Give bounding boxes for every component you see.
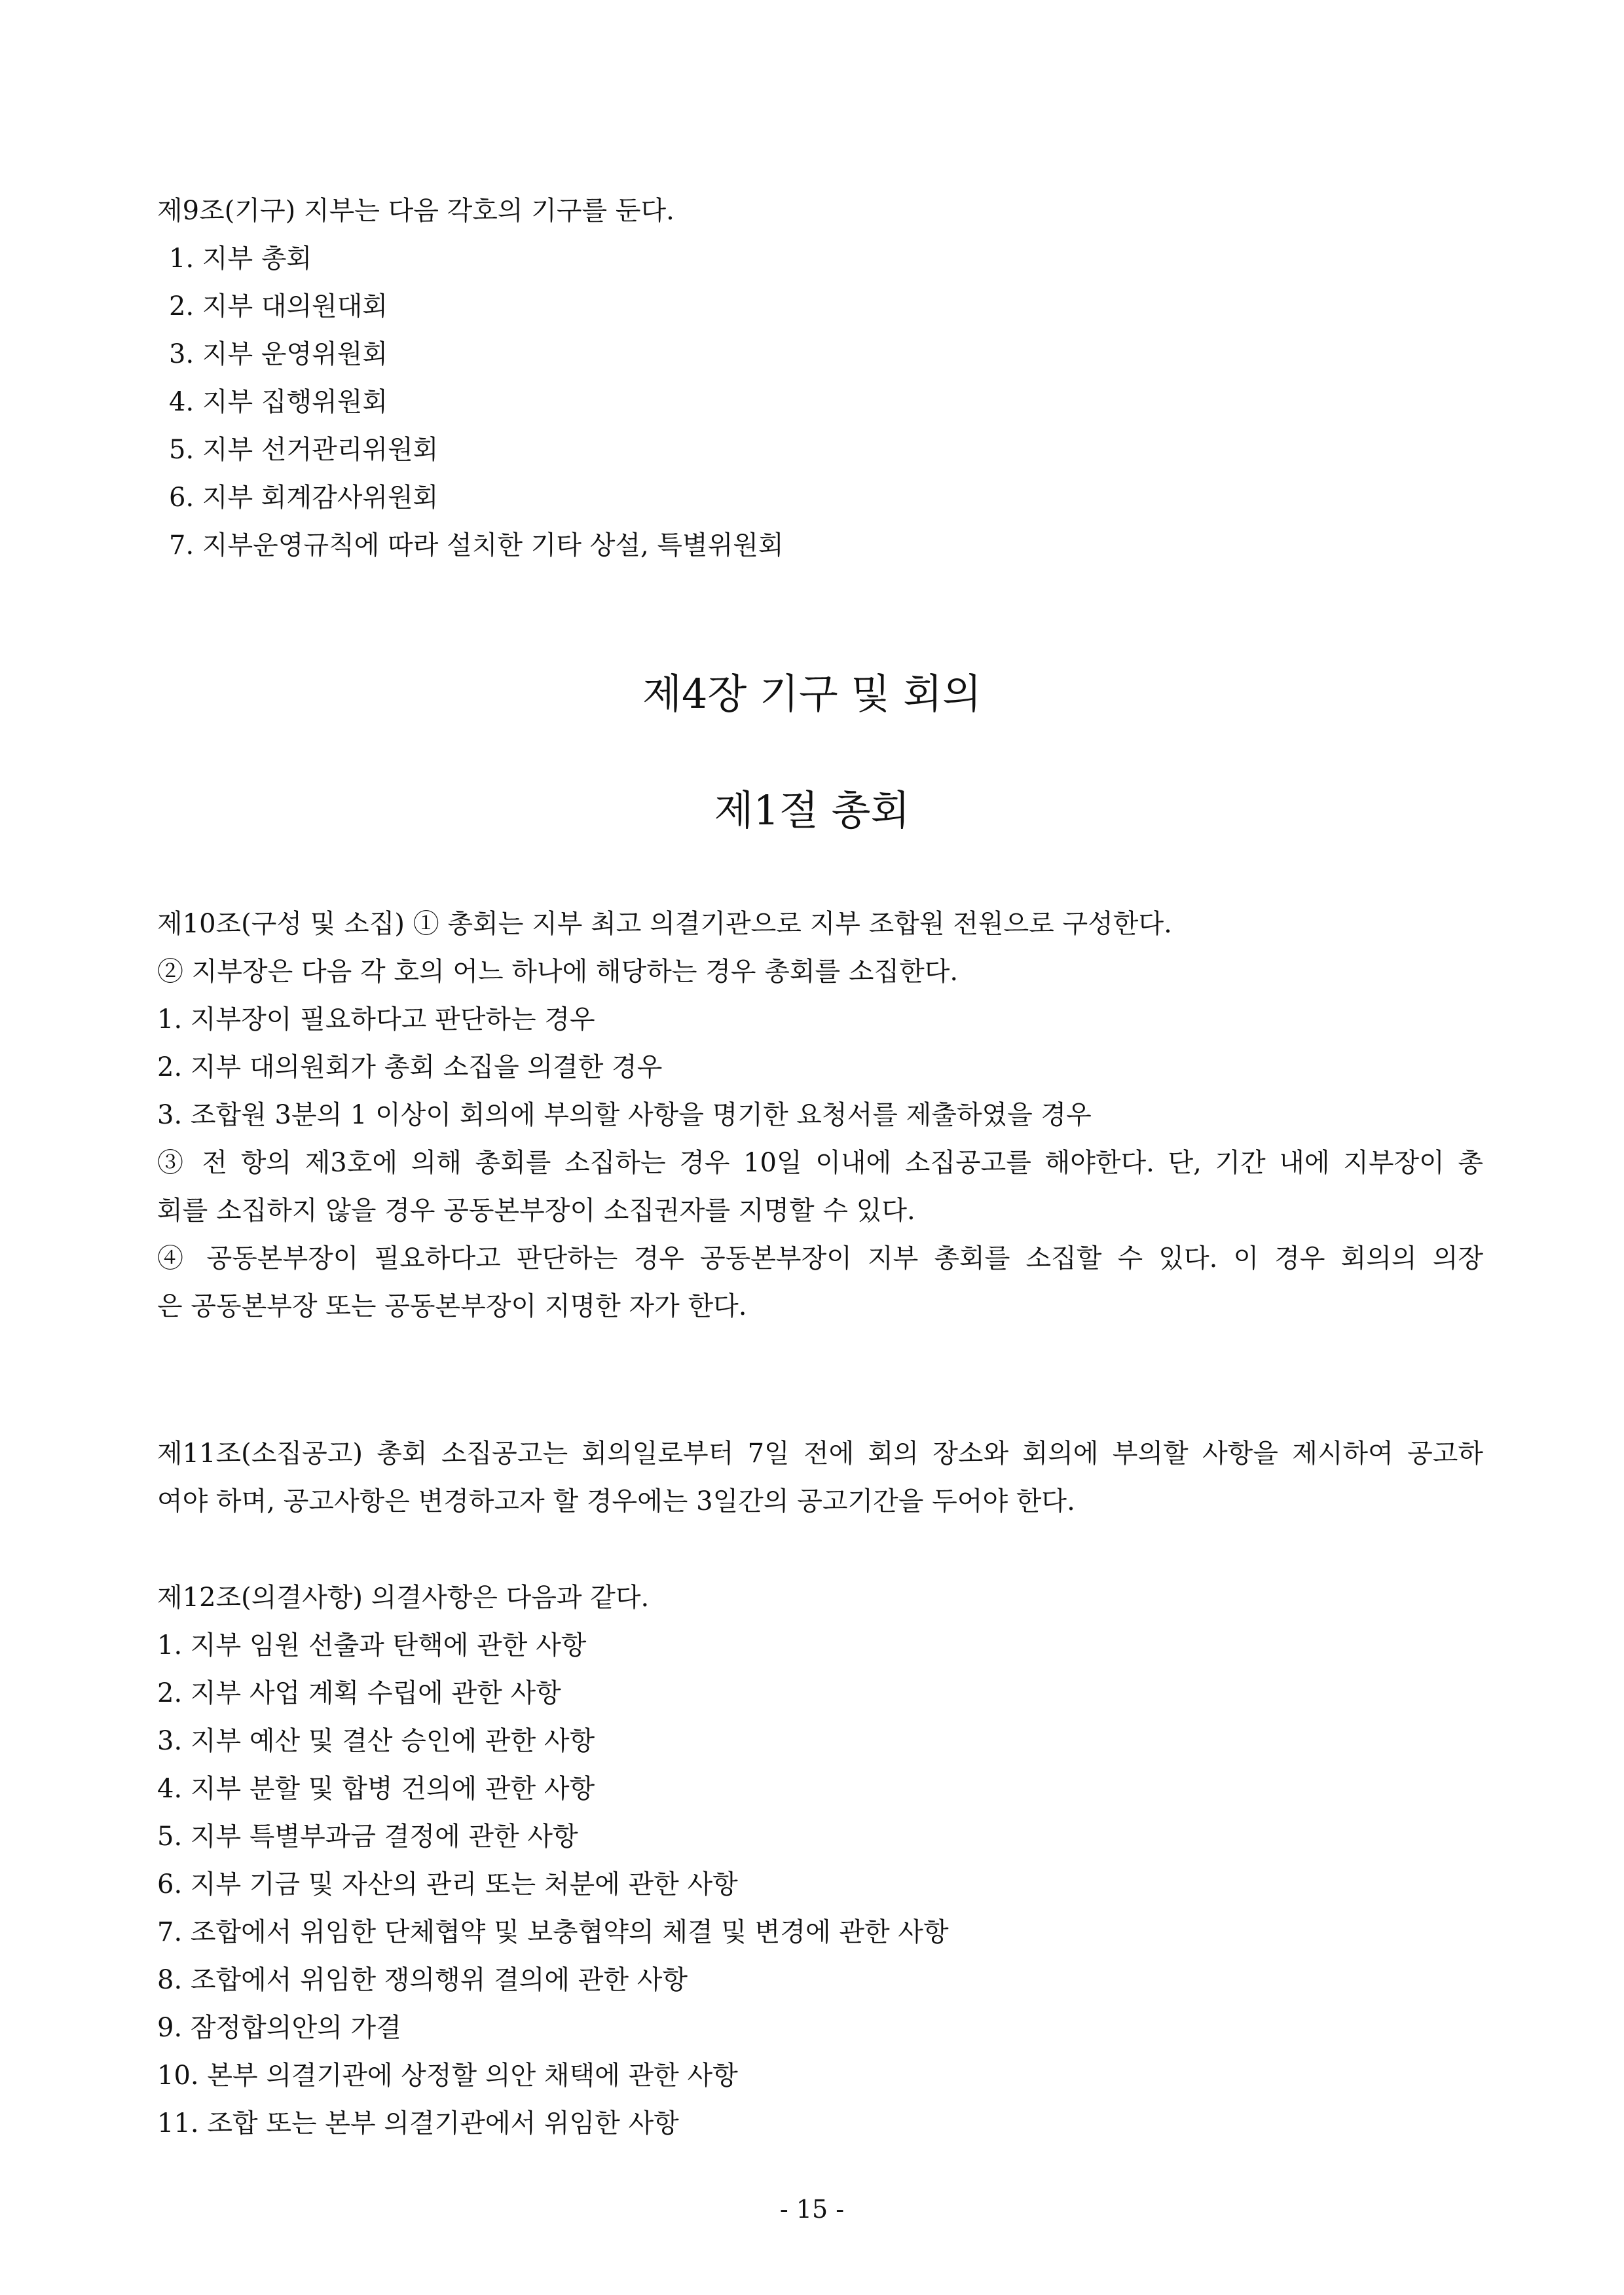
article-12-item: 8. 조합에서 위임한 쟁의행위 결의에 관한 사항 bbox=[157, 1965, 688, 1995]
article-10-line: 제10조(구성 및 소집) ① 총회는 지부 최고 의결기관으로 지부 조합원 전원으로 구성한다. bbox=[157, 909, 1172, 939]
article-10-item: 2. 지부 대의원회가 총회 소집을 의결한 경우 bbox=[157, 1052, 663, 1082]
article-12-item: 3. 지부 예산 및 결산 승인에 관한 사항 bbox=[157, 1726, 595, 1756]
article-11-line: 여야 하며, 공고사항은 변경하고자 할 경우에는 3일간의 공고기간을 두어야 한다. bbox=[157, 1486, 1075, 1516]
article-9-item: 2. 지부 대의원대회 bbox=[169, 291, 388, 321]
article-9-item: 4. 지부 집행위원회 bbox=[169, 387, 388, 417]
article-12-item: 9. 잠정합의안의 가결 bbox=[157, 2013, 401, 2043]
article-12-item: 11. 조합 또는 본부 의결기관에서 위임한 사항 bbox=[157, 2108, 679, 2139]
article-10-item: 1. 지부장이 필요하다고 판단하는 경우 bbox=[157, 1004, 595, 1035]
article-10-paragraph-4-cont: 은 공동본부장 또는 공동본부장이 지명한 자가 한다. bbox=[157, 1291, 747, 1321]
article-11-line: 제11조(소집공고) 총회 소집공고는 회의일로부터 7일 전에 회의 장소와 회의에 부의할 사항을 제시하여 공고하 bbox=[157, 1439, 1483, 1469]
article-10-paragraph-3-cont: 회를 소집하지 않을 경우 공동본부장이 소집권자를 지명할 수 있다. bbox=[157, 1196, 915, 1226]
section-title: 제1절 총회 bbox=[714, 786, 910, 834]
chapter-title: 제4장 기구 및 회의 bbox=[642, 670, 982, 718]
article-9-item: 7. 지부운영규칙에 따라 설치한 기타 상설, 특별위원회 bbox=[169, 530, 784, 560]
article-9-title: 제9조(기구) 지부는 다음 각호의 기구를 둔다. bbox=[157, 196, 674, 226]
article-12-item: 6. 지부 기금 및 자산의 관리 또는 처분에 관한 사항 bbox=[157, 1869, 738, 1900]
article-10-line: ② 지부장은 다음 각 호의 어느 하나에 해당하는 경우 총회를 소집한다. bbox=[157, 957, 959, 987]
article-12-item: 10. 본부 의결기관에 상정할 의안 채택에 관한 사항 bbox=[157, 2061, 738, 2091]
article-12-item: 5. 지부 특별부과금 결정에 관한 사항 bbox=[157, 1822, 578, 1852]
article-12-item: 1. 지부 임원 선출과 탄핵에 관한 사항 bbox=[157, 1630, 587, 1661]
article-12-item: 2. 지부 사업 계획 수립에 관한 사항 bbox=[157, 1678, 561, 1708]
article-12-item: 7. 조합에서 위임한 단체협약 및 보충협약의 체결 및 변경에 관한 사항 bbox=[157, 1917, 949, 1947]
article-9-item: 5. 지부 선거관리위원회 bbox=[169, 435, 439, 465]
article-9-item: 6. 지부 회계감사위원회 bbox=[169, 483, 439, 513]
article-9-item: 3. 지부 운영위원회 bbox=[169, 339, 388, 369]
article-12-item: 4. 지부 분할 및 합병 건의에 관한 사항 bbox=[157, 1774, 595, 1804]
article-10-item: 3. 조합원 3분의 1 이상이 회의에 부의할 사항을 명기한 요청서를 제출하였을 경우 bbox=[157, 1100, 1092, 1130]
article-10-paragraph-4: ④ 공동본부장이 필요하다고 판단하는 경우 공동본부장이 지부 총회를 소집할 수 있다. 이 경우 회의의 의장 bbox=[157, 1243, 1483, 1274]
article-9-item: 1. 지부 총회 bbox=[169, 244, 312, 274]
article-10-paragraph-3: ③ 전 항의 제3호에 의해 총회를 소집하는 경우 10일 이내에 소집공고를 해야한다. 단, 기간 내에 지부장이 총 bbox=[157, 1148, 1483, 1178]
page-number: - 15 - bbox=[779, 2195, 845, 2224]
article-12-title: 제12조(의결사항) 의결사항은 다음과 같다. bbox=[157, 1583, 650, 1613]
